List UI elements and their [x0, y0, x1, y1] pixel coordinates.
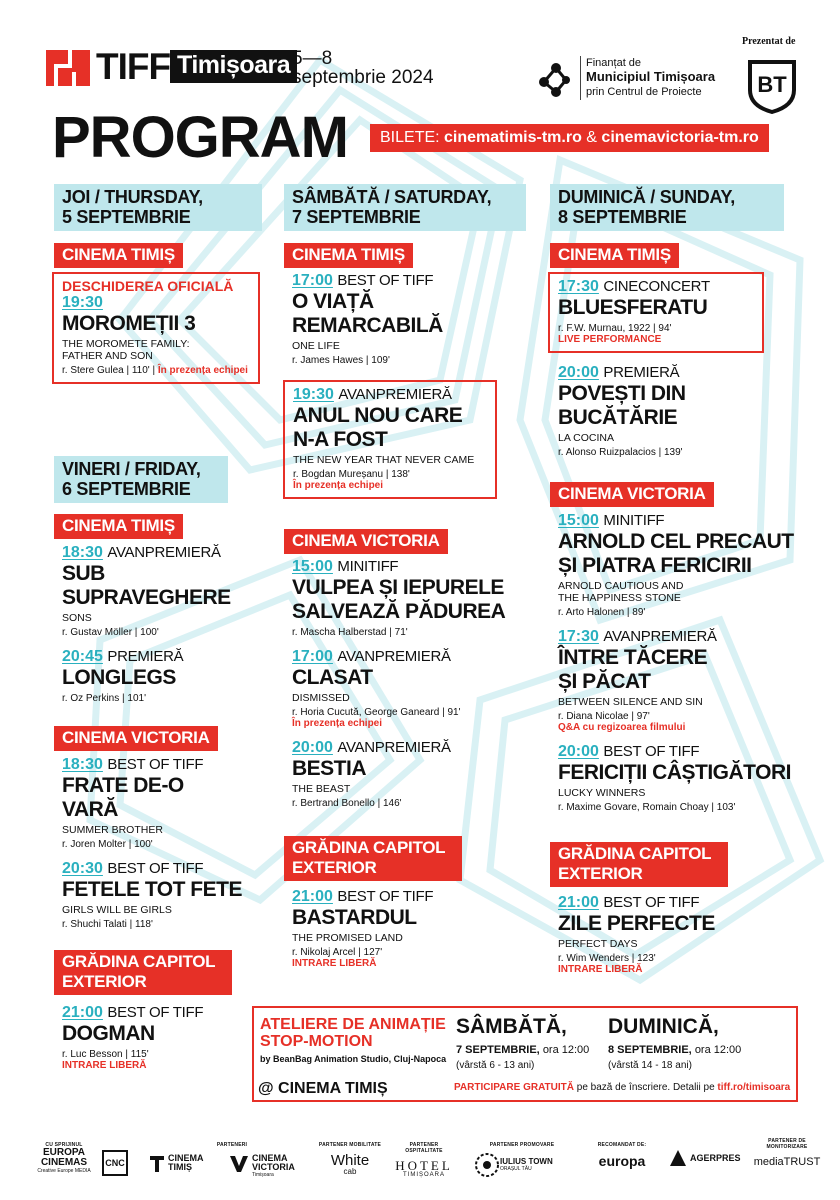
day-title: JOI / THURSDAY, [62, 187, 203, 207]
day-date: 6 SEPTEMBRIE [62, 479, 191, 499]
event-time: 18:30 [62, 756, 103, 773]
event-director: r. Bogdan Mureșanu | 138' [293, 469, 410, 480]
venue-cinema-timis: CINEMA TIMIȘ [284, 243, 413, 268]
venue-cinema-victoria: CINEMA VICTORIA [54, 726, 218, 751]
sponsor-label: PARTENER PROMOVARE [489, 1142, 555, 1148]
event-note: În prezența echipei [293, 480, 384, 491]
event-alt-title: GIRLS WILL BE GIRLS [62, 904, 172, 916]
workshop-sunday: DUMINICĂ, [608, 1015, 719, 1038]
event-label: BEST OF TIFF [107, 860, 204, 877]
bt-logo-icon [746, 56, 798, 114]
timisoara-municipality-icon [538, 62, 574, 98]
event-o-viata-remarcabila[interactable] [292, 272, 512, 366]
presented-by-label: Prezentat de [742, 36, 796, 47]
event-director: r. Stere Gulea | 110' | [62, 365, 156, 376]
sponsor-iulius-town [470, 1142, 574, 1172]
venue-events-list [558, 512, 794, 813]
event-header: DESCHIDEREA OFICIALĂ [62, 278, 234, 294]
sponsor-label: RECOMANDAT DE: [597, 1142, 647, 1148]
event-director: r. Nikolaj Arcel | 127' [292, 947, 383, 958]
sponsor-sub: ORAȘUL TĂU [500, 1166, 532, 1172]
workshop-title-line-2: STOP-MOTION [260, 1033, 373, 1050]
workshop-saturday-age: (vârstă 6 - 13 ani) [456, 1060, 535, 1071]
venue-cinema-timis: CINEMA TIMIȘ [54, 243, 183, 268]
event-title: POVEȘTI DIN [558, 382, 686, 405]
sponsor-name: TIMIȘ [168, 1162, 192, 1172]
sponsor-name: HOTEL [395, 1158, 453, 1173]
event-director: r. Arto Halonen | 89' [558, 607, 646, 618]
event-title: ÎNTRE TĂCERE [558, 646, 708, 669]
venue-sub: EXTERIOR [292, 858, 377, 877]
event-label: BEST OF TIFF [337, 272, 434, 289]
event-alt-title: DISMISSED [292, 692, 350, 704]
sponsor-hotel-timisoara [392, 1142, 456, 1178]
event-title: REMARCABILĂ [292, 314, 443, 337]
event-title: ARNOLD CEL PRECAUT [558, 530, 794, 553]
festival-dates [292, 49, 434, 87]
event-director: r. Wim Wenders | 123' [558, 953, 656, 964]
event-alt-title: SUMMER BROTHER [62, 824, 163, 836]
event-frate-de-o-vara[interactable] [62, 756, 262, 850]
sponsor-mediatrust [752, 1138, 822, 1168]
sponsor-sub: Timișoara [252, 1172, 274, 1178]
tickets-amp: & [586, 129, 597, 146]
day-date: 7 SEPTEMBRIE [292, 207, 421, 227]
workshop-venue: @ CINEMA TIMIȘ [258, 1080, 388, 1097]
sponsor-sub: TIMIȘOARA [402, 1172, 445, 1178]
sponsor-name: VICTORIA [252, 1162, 295, 1172]
event-time: 20:00 [558, 364, 599, 381]
event-time: 19:30 [62, 294, 103, 311]
event-director: r. Bertrand Bonello | 146' [292, 798, 402, 809]
sponsor-label: PARTENER DE MONITORIZARE [766, 1138, 808, 1150]
sponsor-sub: Creative Europe MEDIA [37, 1168, 91, 1174]
day-header-friday [54, 456, 228, 503]
workshop-saturday: SÂMBĂTĂ, [456, 1015, 567, 1038]
event-note: INTRARE LIBERĂ [558, 964, 643, 975]
event-note: În prezența echipei [292, 718, 383, 729]
sponsor-europa-cinemas [34, 1142, 94, 1174]
sponsor-europa-fm [586, 1142, 658, 1168]
workshop-sunday-age: (vârstă 14 - 18 ani) [608, 1060, 692, 1071]
event-alt-title: PERFECT DAYS [558, 938, 638, 950]
workshop-title-line-1: ATELIERE DE ANIMAȚIE [260, 1016, 446, 1033]
event-alt-title: ARNOLD CAUTIOUS AND [558, 580, 684, 592]
venue-name: GRĂDINA CAPITOL [62, 952, 216, 971]
event-time: 17:00 [292, 648, 333, 665]
event-label: AVANPREMIERĂ [338, 386, 452, 403]
day-date: 5 SEPTEMBRIE [62, 207, 191, 227]
event-alt-title: THE PROMISED LAND [292, 932, 403, 944]
funding-line-2: Municipiul Timișoara [586, 69, 716, 84]
event-label: AVANPREMIERĂ [337, 739, 451, 756]
sponsor-name: CINEMAS [40, 1157, 88, 1168]
event-label: AVANPREMIERĂ [603, 628, 717, 645]
event-title: BLUESFERATU [558, 296, 708, 319]
day-header-thursday [54, 184, 262, 231]
workshop-registration-text: pe bază de înscriere. Detalii pe [576, 1082, 715, 1093]
event-time: 15:00 [292, 558, 333, 575]
event-title: BUCĂTĂRIE [558, 406, 678, 429]
iulius-town-icon [474, 1152, 500, 1178]
tiff-logo-icon [46, 50, 90, 86]
event-alt-title: THE MOROMETE FAMILY: [62, 338, 190, 350]
event-title: LONGLEGS [62, 666, 176, 689]
event-clasat[interactable] [292, 648, 524, 729]
event-title: MOROMEȚII 3 [62, 312, 196, 335]
event-sub-supraveghere[interactable] [62, 544, 262, 638]
event-alt-title: ONE LIFE [292, 340, 340, 352]
workshop-organizer: by BeanBag Animation Studio, Cluj-Napoca [260, 1054, 447, 1064]
sponsor-cinema-victoria [230, 1154, 306, 1178]
sponsor-sub: cab [343, 1167, 357, 1176]
sponsor-name: White [330, 1152, 370, 1169]
event-director: r. James Hawes | 109' [292, 355, 390, 366]
venue-cinema-victoria: CINEMA VICTORIA [550, 482, 714, 507]
event-title: SUPRAVEGHERE [62, 586, 231, 609]
event-note: Q&A cu regizoarea filmului [558, 722, 686, 733]
event-director: r. Luc Besson | 115' [62, 1049, 149, 1060]
day-title: VINERI / FRIDAY, [62, 459, 201, 479]
day-title: SÂMBĂTĂ / SATURDAY, [292, 187, 492, 207]
sponsor-agerpres [668, 1148, 744, 1163]
event-dogman[interactable] [62, 1004, 262, 1071]
event-label: MINITIFF [603, 512, 665, 529]
event-title: ȘI PIATRA FERICIRII [558, 554, 752, 577]
sponsor-label: PARTENERI [216, 1142, 248, 1148]
event-director: r. Mascha Halberstad | 71' [292, 627, 408, 638]
event-anul-nou-care-n-a-fost[interactable] [283, 380, 497, 499]
event-time: 20:30 [62, 860, 103, 877]
event-fetele-tot-fete[interactable] [62, 860, 262, 930]
day-header-saturday [284, 184, 526, 231]
tickets-banner [370, 124, 769, 152]
cnc-logo: CNC [102, 1150, 128, 1176]
event-bluesferatu[interactable] [548, 272, 764, 353]
event-director: r. Gustav Möller | 100' [62, 627, 159, 638]
event-title: BASTARDUL [292, 906, 417, 929]
event-title: DOGMAN [62, 1022, 155, 1045]
event-title: ȘI PĂCAT [558, 670, 651, 693]
event-bastardul[interactable] [292, 888, 512, 969]
event-director: r. Oz Perkins | 101' [62, 693, 146, 704]
event-time: 20:00 [558, 743, 599, 760]
venue-cinema-timis: CINEMA TIMIȘ [550, 243, 679, 268]
venue-events-list [62, 756, 262, 930]
event-alt-title: THE NEW YEAR THAT NEVER CAME [293, 454, 475, 466]
sponsor-name: mediaTRUST [753, 1156, 821, 1168]
event-title: VARĂ [62, 798, 118, 821]
venue-sub: EXTERIOR [62, 972, 147, 991]
sponsor-name: CINEMA [168, 1153, 204, 1163]
event-alt-title: SONS [62, 612, 92, 624]
event-alt-title: THE HAPPINESS STONE [558, 592, 681, 604]
event-title: FRATE DE-O [62, 774, 184, 797]
sponsor-label: CU SPRIJINUL [45, 1142, 83, 1148]
sponsor-name: IULIUS TOWN [500, 1157, 553, 1166]
event-alt-title: LUCKY WINNERS [558, 787, 646, 799]
event-intre-tacere-si-pacat[interactable] [558, 628, 794, 733]
sponsor-white-cab [318, 1142, 382, 1176]
workshop-sunday-date [608, 1044, 741, 1056]
event-label: AVANPREMIERĂ [107, 544, 221, 561]
event-director: r. Shuchi Talati | 118' [62, 919, 153, 930]
event-label: MINITIFF [337, 558, 399, 575]
sponsor-name: AGERPRES [690, 1153, 741, 1163]
event-time: 17:00 [292, 272, 333, 289]
event-time: 21:00 [62, 1004, 103, 1021]
event-title: FERICIȚII CÂȘTIGĂTORI [558, 761, 791, 784]
funding-separator [580, 56, 581, 100]
sponsor-label: PARTENER MOBILITATE [318, 1142, 382, 1148]
venue-gradina-capitol [284, 836, 462, 881]
event-note: În prezența echipei [157, 365, 248, 376]
workshop-saturday-date [456, 1044, 589, 1056]
venue-gradina-capitol [550, 842, 728, 887]
sponsor-label: PARTENER OSPITALITATE [405, 1142, 443, 1154]
venue-gradina-capitol [54, 950, 232, 995]
event-label: PREMIERĂ [603, 364, 680, 381]
event-label: BEST OF TIFF [107, 1004, 204, 1021]
event-time: 19:30 [293, 386, 334, 403]
event-time: 21:00 [558, 894, 599, 911]
event-title: N-A FOST [293, 428, 388, 451]
workshop-box [252, 1006, 798, 1102]
event-longlegs[interactable] [62, 648, 262, 704]
venue-cinema-timis: CINEMA TIMIȘ [54, 514, 183, 539]
event-title: VULPEA ȘI IEPURELE [292, 576, 504, 599]
sponsor-name: CINEMA [252, 1153, 288, 1163]
venue-name: GRĂDINA CAPITOL [292, 838, 446, 857]
event-label: BEST OF TIFF [603, 743, 700, 760]
event-fericitii-castigatori[interactable] [558, 743, 794, 813]
workshop-saturday-hour: ora 12:00 [542, 1044, 590, 1056]
page-title: PROGRAM [52, 105, 348, 170]
tickets-label: BILETE: [380, 129, 440, 146]
event-title: ANUL NOU CARE [293, 404, 463, 427]
event-director: r. Horia Cucută, George Ganeard | 91' [292, 707, 461, 718]
event-time: 17:30 [558, 628, 599, 645]
event-label: BEST OF TIFF [337, 888, 434, 905]
agerpres-icon [668, 1148, 688, 1168]
event-opening-moromeții-3[interactable] [52, 272, 260, 384]
event-title: FETELE TOT FETE [62, 878, 242, 901]
city-badge: Timișoara [170, 50, 297, 83]
event-title: ZILE PERFECTE [558, 912, 715, 935]
event-note: INTRARE LIBERĂ [292, 958, 377, 969]
event-title: SUB [62, 562, 105, 585]
event-label: BEST OF TIFF [603, 894, 700, 911]
event-director: r. Diana Nicolae | 97' [558, 711, 650, 722]
event-director: r. Joren Molter | 100' [62, 839, 153, 850]
event-label: PREMIERĂ [107, 648, 184, 665]
workshop-link[interactable]: tiff.ro/timisoara [717, 1082, 791, 1093]
venue-name: GRĂDINA CAPITOL [558, 844, 712, 863]
event-time: 20:00 [292, 739, 333, 756]
venue-cinema-victoria: CINEMA VICTORIA [284, 529, 448, 554]
venue-sub: EXTERIOR [558, 864, 643, 883]
event-note: LIVE PERFORMANCE [558, 334, 662, 345]
event-time: 18:30 [62, 544, 103, 561]
day-title: DUMINICĂ / SUNDAY, [558, 187, 735, 207]
funding-credit [586, 56, 715, 99]
event-alt-title: BETWEEN SILENCE AND SIN [558, 696, 703, 708]
event-title: SALVEAZĂ PĂDUREA [292, 600, 506, 623]
tiff-wordmark: TIFF [96, 46, 171, 87]
workshop-title [260, 1016, 446, 1050]
workshop-sunday-date-text: 8 SEPTEMBRIE, [608, 1044, 692, 1056]
workshop-registration [454, 1082, 790, 1093]
funding-line-3: prin Centrul de Proiecte [586, 86, 702, 98]
bt-logo-text: BT [757, 72, 787, 97]
event-time: 21:00 [292, 888, 333, 905]
event-time: 15:00 [558, 512, 599, 529]
event-vulpea-si-iepurele[interactable] [292, 558, 524, 638]
event-director: r. Maxime Govare, Romain Choay | 103' [558, 802, 736, 813]
workshop-saturday-date-text: 7 SEPTEMBRIE, [456, 1044, 540, 1056]
event-time: 20:45 [62, 648, 103, 665]
day-header-sunday [550, 184, 784, 231]
tickets-link-victoria[interactable]: cinemavictoria-tm.ro [601, 129, 759, 146]
dates-range: 5—8 [292, 48, 333, 69]
event-title: BESTIA [292, 757, 367, 780]
event-bestia[interactable] [292, 739, 524, 809]
venue-events-list [292, 558, 524, 809]
event-alt-title: LA COCINA [558, 432, 615, 444]
event-title: CLASAT [292, 666, 373, 689]
event-label: CINECONCERT [603, 278, 710, 295]
event-director: r. F.W. Murnau, 1922 | 94' [558, 323, 672, 334]
tickets-link-timis[interactable]: cinematimis-tm.ro [444, 129, 582, 146]
event-title: O VIAȚĂ [292, 290, 374, 313]
cinema-victoria-icon [230, 1156, 248, 1172]
venue-events-list [62, 1004, 262, 1071]
dates-month: septembrie 2024 [292, 67, 434, 88]
sponsor-name: europa [598, 1153, 646, 1169]
event-alt-title: FATHER AND SON [62, 350, 153, 362]
funding-line-1: Finanțat de [586, 57, 642, 69]
event-arnold-cel-precaut[interactable] [558, 512, 794, 618]
event-label: BEST OF TIFF [107, 756, 204, 773]
sponsor-name: EUROPA [42, 1147, 86, 1158]
event-label: AVANPREMIERĂ [337, 648, 451, 665]
event-alt-title: THE BEAST [292, 783, 351, 795]
event-time: 17:30 [558, 278, 599, 295]
event-povesti-din-bucatarie[interactable] [558, 364, 778, 458]
event-director: r. Alonso Ruizpalacios | 139' [558, 447, 683, 458]
workshop-sunday-hour: ora 12:00 [694, 1044, 742, 1056]
partners-group [146, 1142, 318, 1148]
day-date: 8 SEPTEMBRIE [558, 207, 687, 227]
venue-events-list [62, 544, 262, 704]
event-zile-perfecte[interactable] [558, 894, 778, 975]
workshop-free: PARTICIPARE GRATUITĂ [454, 1082, 574, 1093]
sponsor-cinema-timis [150, 1154, 220, 1172]
cinema-timis-icon [150, 1156, 164, 1172]
event-note: INTRARE LIBERĂ [62, 1060, 147, 1071]
